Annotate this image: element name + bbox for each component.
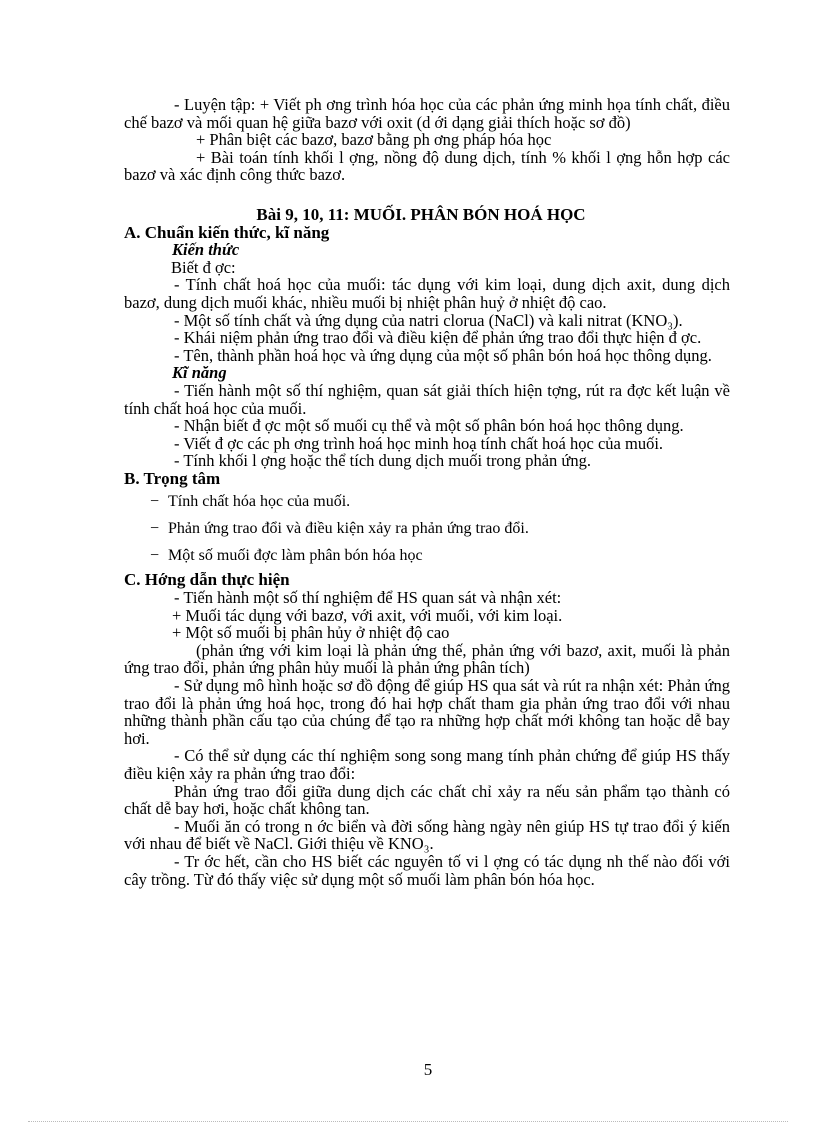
guide-item: - Sử dụng mô hình hoặc sơ đồ động để giúp HS qua sát và rút ra nhận xét: Phản ứng trao đổi là phản ứng hoá học, trong đó hai hợp chất tham gia phản ứng trao đổi với nhau những thành phần cấu tạo của chúng để tạo ra những hợp chất mới không tan hoặc dễ bay hơi.: [124, 676, 730, 748]
guide-item: - Tiến hành một số thí nghiệm để HS quan sát và nhận xét:: [174, 588, 562, 608]
bottom-divider: [28, 1121, 788, 1122]
knowledge-item: - Một số tính chất và ứng dụng của natri clorua (NaCl) và kali nitrat (KNO₃).: [174, 310, 683, 330]
skills-item: - Nhận biết đ ợc một số muối cụ thể và một số phân bón hoá học thông dụng.: [174, 416, 684, 436]
lesson-title-prefix: Bài 9, 10, 11:: [256, 204, 350, 224]
knowledge-intro: Biết đ ợc:: [171, 257, 236, 277]
section-b-heading: B. Trọng tâm: [124, 468, 221, 488]
guide-item: - Có thể sử dụng các thí nghiệm song song mang tính phản chứng để giúp HS thấy điều kiện xảy ra phản ứng trao đổi:: [124, 746, 730, 783]
focus-item: − Phản ứng trao đổi và điều kiện xảy ra phản ứng trao đổi.: [124, 517, 730, 541]
knowledge-item: - Khái niệm phản ứng trao đổi và điều kiện để phản ứng trao đổi thực hiện đ ợc.: [174, 328, 702, 348]
focus-dash: −: [150, 493, 160, 511]
guide-item: (phản ứng với kim loại là phản ứng thế, phản ứng với bazơ, axit, muối là phản ứng trao đổi, phản ứng phân hủy muối là phản ứng phân tích): [124, 640, 730, 678]
guide-item: + Muối tác dụng với bazơ, với axit, với muối, với kim loại.: [172, 605, 563, 625]
focus-item: − Tính chất hóa học của muối.: [124, 490, 730, 514]
focus-dash: −: [150, 520, 160, 538]
focus-dash: −: [150, 547, 160, 565]
guide-item: - Muối ăn có trong n ớc biển và đời sống hàng ngày nên giúp HS tự trao đổi ý kiến với nhau để biết về NaCl. Giới thiệu về KNO₃.: [124, 816, 730, 854]
paragraph-practice-calculation: + Bài toán tính khối l ợng, nồng độ dung dịch, tính % khối l ợng hỗn hợp các bazơ và xác định công thức bazơ.: [124, 147, 730, 185]
guide-item: + Một số muối bị phân hủy ở nhiệt độ cao: [172, 623, 450, 643]
knowledge-heading: Kiến thức: [172, 240, 240, 260]
page-content: [124, 96, 730, 888]
section-c-heading: C. Hớng dẫn thực hiện: [124, 570, 290, 590]
focus-item: − Một số muối đợc làm phân bón hóa học: [124, 544, 730, 568]
lesson-title: [124, 206, 730, 224]
lesson-title-text: MUỐI. PHÂN BÓN HOÁ HỌC: [349, 204, 586, 224]
section-a-heading: A. Chuẩn kiến thức, kĩ năng: [124, 222, 330, 242]
page-number: 5: [423, 1060, 433, 1079]
paragraph-practice-distinguish: + Phân biệt các bazơ, bazơ bằng ph ơng pháp hóa học: [196, 130, 552, 150]
knowledge-item: - Tính chất hoá học của muối: tác dụng với kim loại, dung dịch axit, dung dịch bazơ, dung dịch muối khác, nhiều muối bị nhiệt phân huỷ ở nhiệt độ cao.: [124, 275, 730, 312]
guide-item: - Tr ớc hết, cần cho HS biết các nguyên tố vi l ợng có tác dụng nh thế nào đối với cây trồng. Từ đó thấy việc sử dụng một số muối làm phân bón hóa học.: [124, 851, 730, 889]
skills-item: - Tiến hành một số thí nghiệm, quan sát giải thích hiện tợng, rút ra đợc kết luận về tính chất hoá học của muối.: [124, 380, 730, 418]
skills-heading: Kĩ năng: [172, 363, 227, 383]
skills-item: - Viết đ ợc các ph ơng trình hoá học minh hoạ tính chất hoá học của muối.: [174, 433, 664, 453]
knowledge-item: - Tên, thành phần hoá học và ứng dụng của một số phân bón hoá học thông dụng.: [174, 345, 712, 365]
paragraph-practice: - Luyện tập: + Viết ph ơng trình hóa học của các phản ứng minh họa tính chất, điều chế bazơ và mối quan hệ giữa bazơ với oxit (d ới dạng giải thích hoặc sơ đồ): [124, 95, 730, 132]
skills-item: - Tính khối l ợng hoặc thể tích dung dịch muối trong phản ứng.: [174, 451, 591, 471]
guide-item: Phản ứng trao đổi giữa dung dịch các chất chỉ xảy ra nếu sản phẩm tạo thành có chất dễ bay hơi, hoặc chất không tan.: [124, 781, 730, 819]
